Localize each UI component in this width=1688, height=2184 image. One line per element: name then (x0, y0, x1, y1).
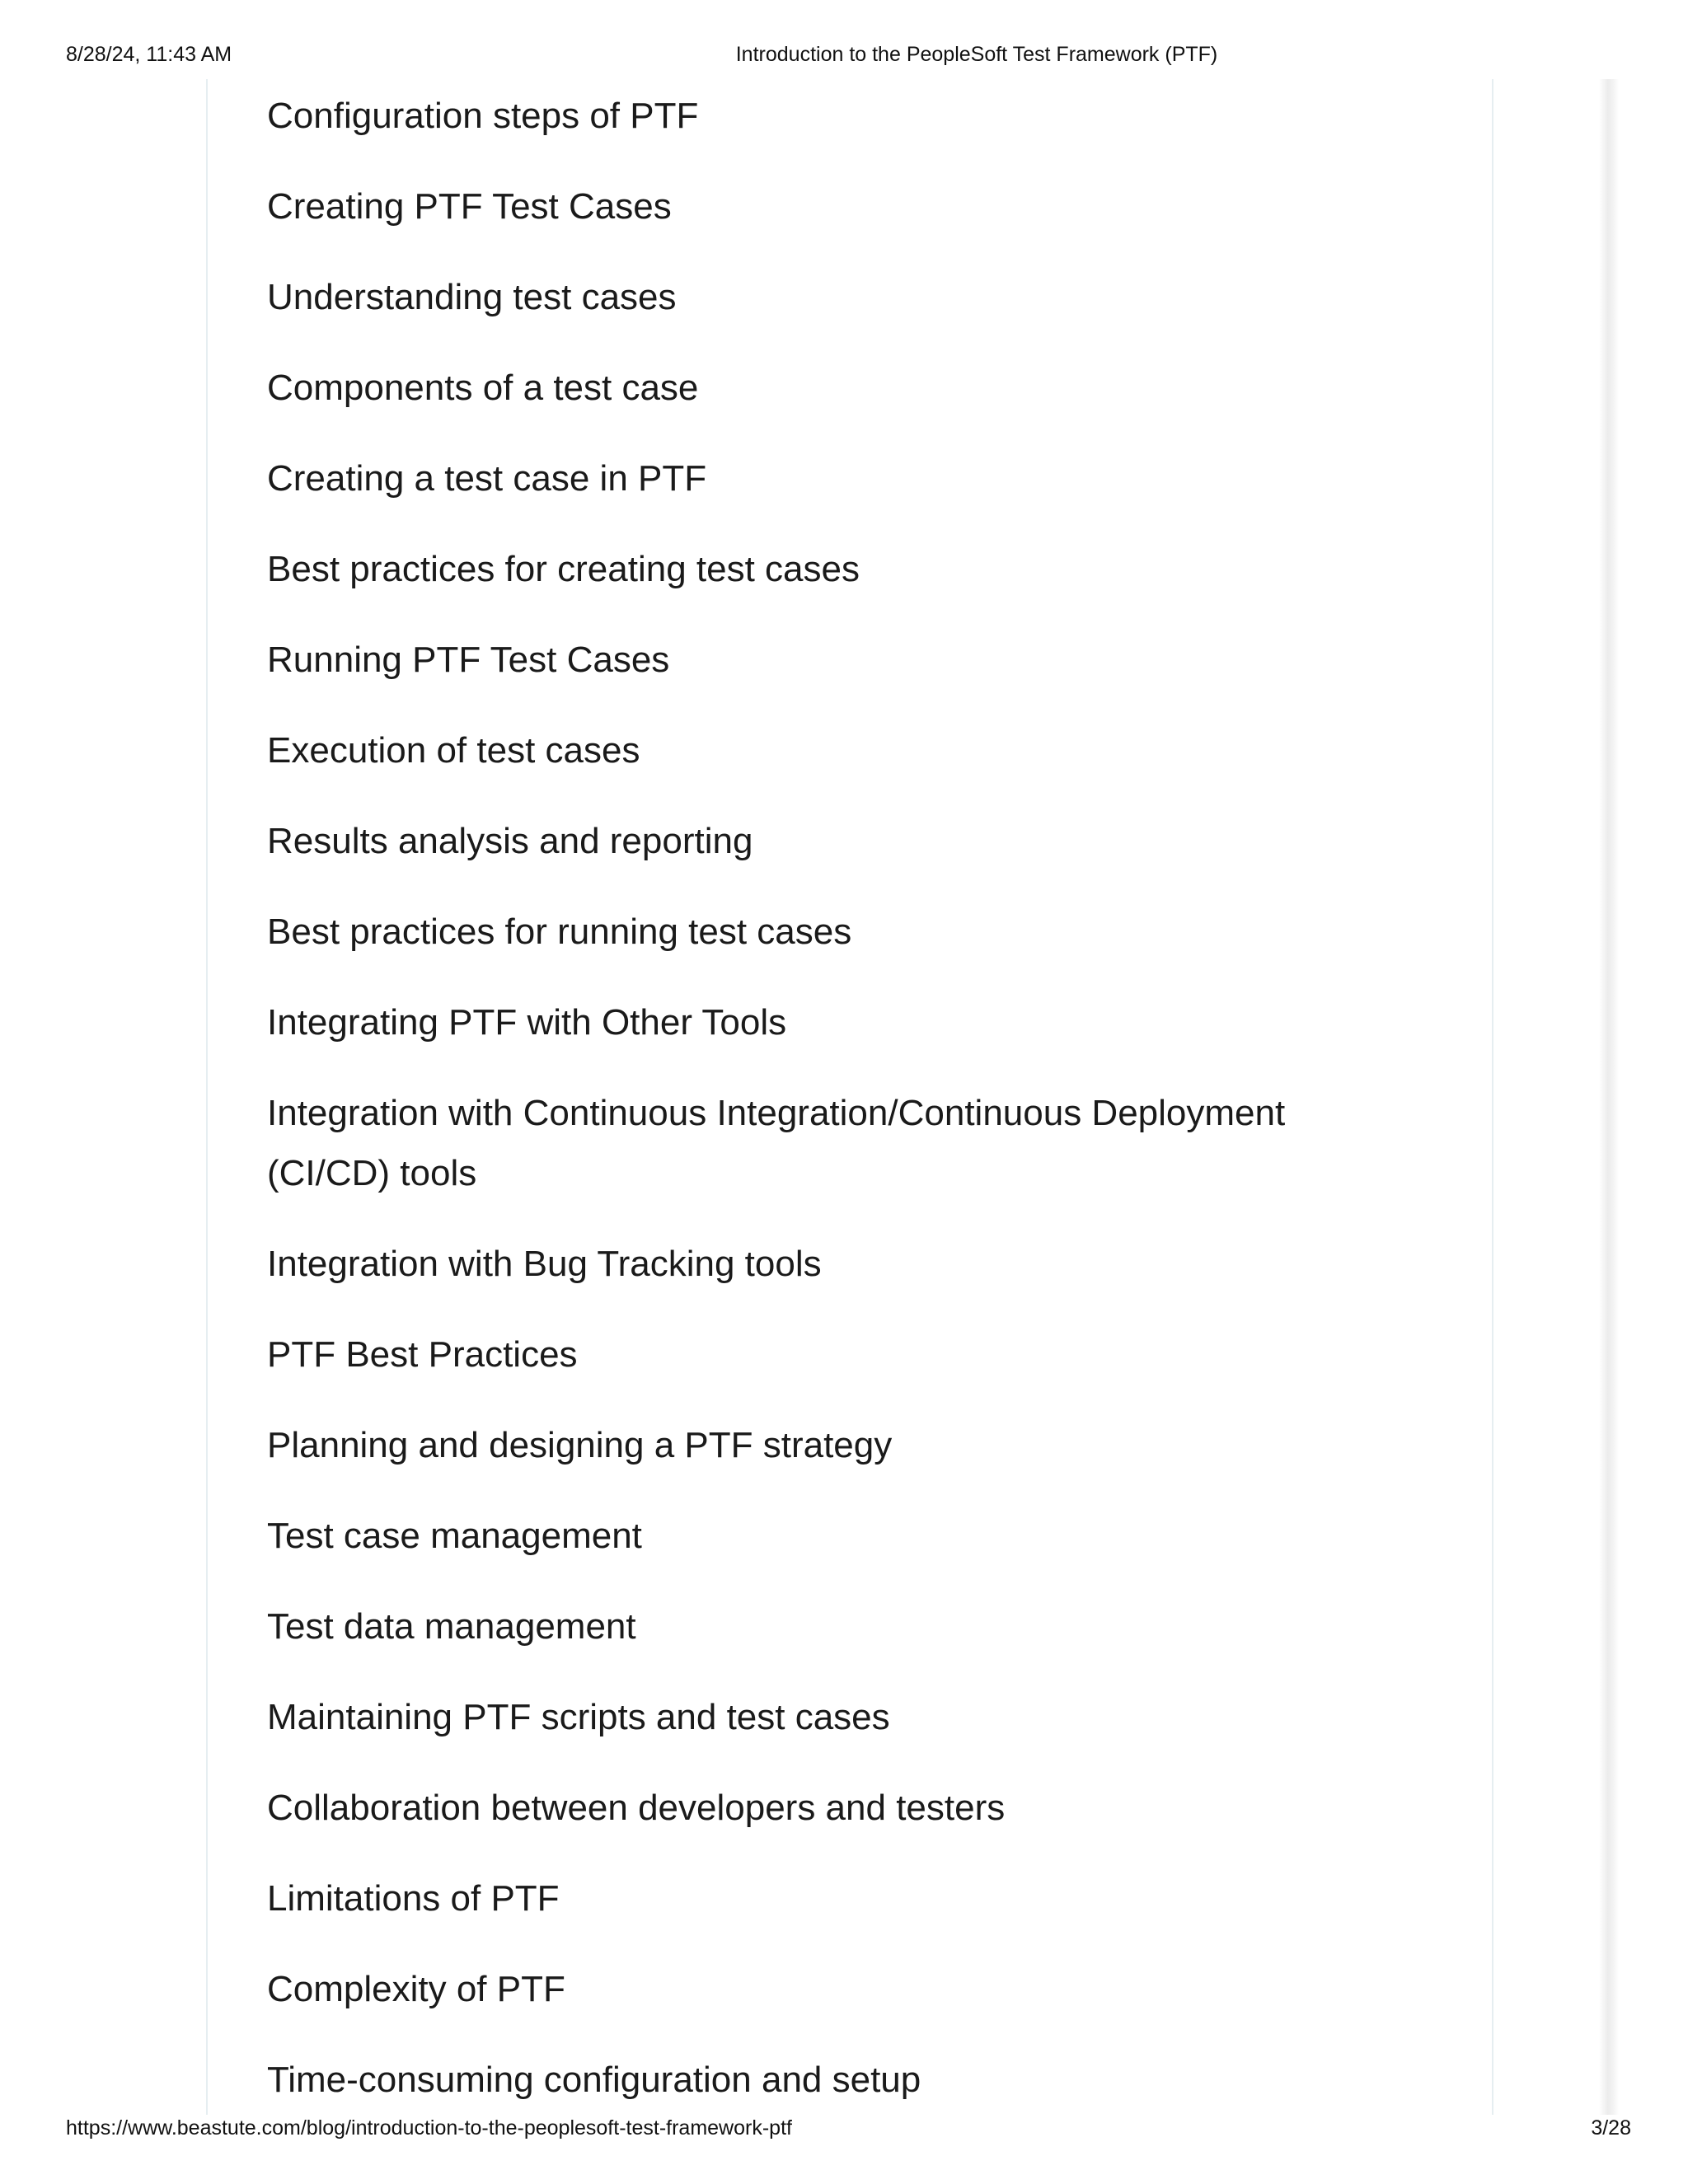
toc-link-best-practices-creating[interactable]: Best practices for creating test cases (267, 549, 860, 589)
toc-link-limitations-of-ptf[interactable]: Limitations of PTF (267, 1878, 560, 1919)
toc-link-results-analysis[interactable]: Results analysis and reporting (267, 821, 753, 861)
toc-link-test-data-management[interactable]: Test data management (267, 1606, 636, 1647)
toc-link-integrating-ptf[interactable]: Integrating PTF with Other Tools (267, 1002, 787, 1043)
toc-link-planning-ptf-strategy[interactable]: Planning and designing a PTF strategy (267, 1425, 893, 1465)
toc-link-running-ptf-test-cases[interactable]: Running PTF Test Cases (267, 640, 670, 680)
toc-link-execution-of-test-cases[interactable]: Execution of test cases (267, 730, 640, 771)
print-header (0, 43, 1688, 71)
print-url: https://www.beastute.com/blog/introduction-to-the-peoplesoft-test-framework-ptf (66, 2116, 792, 2139)
toc-link-integration-ci-cd[interactable]: Integration with Continuous Integration/Continuous Deployment (CI/CD) tools (267, 1093, 1286, 1193)
print-footer (0, 2116, 1688, 2144)
toc-link-time-consuming-configuration[interactable]: Time-consuming configuration and setup (267, 2060, 921, 2100)
toc-link-best-practices-running[interactable]: Best practices for running test cases (267, 912, 852, 952)
toc-link-test-case-management[interactable]: Test case management (267, 1516, 642, 1556)
toc-link-maintaining-ptf-scripts[interactable]: Maintaining PTF scripts and test cases (267, 1697, 890, 1737)
toc-link-collaboration[interactable]: Collaboration between developers and testers (267, 1788, 1006, 1828)
table-of-contents (267, 86, 1363, 2140)
toc-link-creating-ptf-test-cases[interactable]: Creating PTF Test Cases (267, 186, 672, 227)
toc-link-complexity-of-ptf[interactable]: Complexity of PTF (267, 1969, 565, 2009)
toc-link-creating-test-case-in-ptf[interactable]: Creating a test case in PTF (267, 458, 707, 499)
print-page-title: Introduction to the PeopleSoft Test Framework (PTF) (735, 43, 1218, 66)
toc-link-configuration-steps[interactable]: Configuration steps of PTF (267, 96, 699, 136)
toc-link-components-of-test-case[interactable]: Components of a test case (267, 368, 699, 408)
print-page-number: 3/28 (1591, 2116, 1631, 2139)
print-datetime: 8/28/24, 11:43 AM (66, 43, 232, 66)
toc-link-ptf-best-practices[interactable]: PTF Best Practices (267, 1334, 578, 1375)
toc-link-understanding-test-cases[interactable]: Understanding test cases (267, 277, 677, 317)
page-side-shadow (1599, 79, 1619, 2115)
toc-link-integration-bug-tracking[interactable]: Integration with Bug Tracking tools (267, 1244, 822, 1284)
